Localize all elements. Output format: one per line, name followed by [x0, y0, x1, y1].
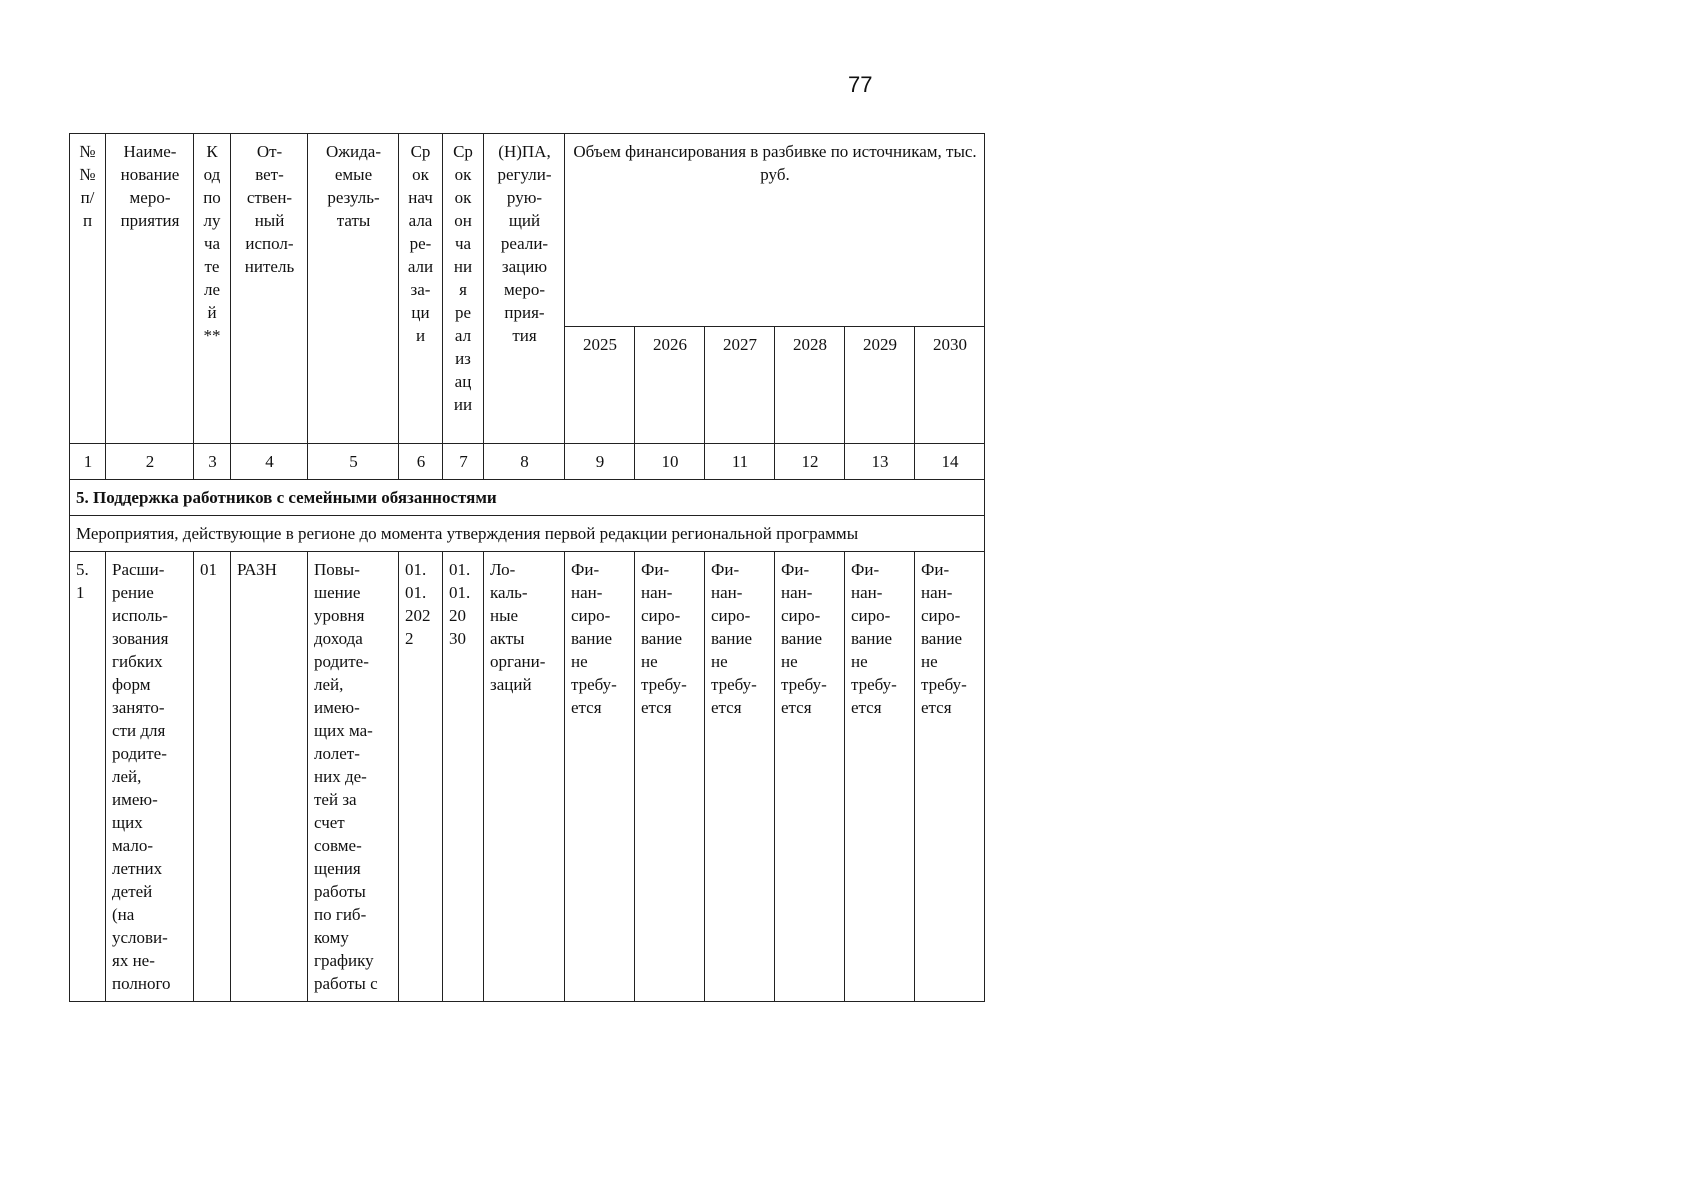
header-start-date: Ср ок нач ала ре- али за- ци и — [399, 134, 443, 444]
column-number: 7 — [443, 444, 484, 480]
header-row — [70, 134, 985, 327]
header-expected-results: Ожида- емые резуль- таты — [308, 134, 399, 444]
column-number: 9 — [565, 444, 635, 480]
header-year: 2026 — [635, 326, 705, 443]
row-funding-2030: Фи- нан- сиро- вание не требу- ется — [915, 552, 985, 1002]
column-number: 13 — [845, 444, 915, 480]
row-funding-2029: Фи- нан- сиро- вание не требу- ется — [845, 552, 915, 1002]
row-number: 5. 1 — [70, 552, 106, 1002]
subsection-row — [70, 516, 985, 552]
header-funding-volume: Объем финансирования в разбивке по источникам, тыс. руб. — [565, 134, 985, 327]
row-funding-2027: Фи- нан- сиро- вание не требу- ется — [705, 552, 775, 1002]
section-row — [70, 480, 985, 516]
column-number: 3 — [194, 444, 231, 480]
column-number: 5 — [308, 444, 399, 480]
header-year: 2028 — [775, 326, 845, 443]
column-number: 10 — [635, 444, 705, 480]
section-title: 5. Поддержка работников с семейными обязанностями — [70, 480, 985, 516]
table-row — [70, 552, 985, 1002]
header-regulatory-act: (Н)ПА, регули- рую- щий реали- зацию меро- прия- тия — [484, 134, 565, 444]
page-number: 77 — [848, 72, 873, 97]
row-recipient-code: 01 — [194, 552, 231, 1002]
header-year: 2030 — [915, 326, 985, 443]
row-regulatory-act: Ло- каль- ные акты органи- заций — [484, 552, 565, 1002]
column-numbers-row — [70, 444, 985, 480]
column-number: 14 — [915, 444, 985, 480]
program-table — [69, 133, 985, 1002]
header-recipient-code: К од по лу ча те ле й ** — [194, 134, 231, 444]
column-number: 11 — [705, 444, 775, 480]
column-number: 8 — [484, 444, 565, 480]
row-executor: РАЗН — [231, 552, 308, 1002]
header-end-date: Ср ок ок он ча ни я ре ал из ац ии — [443, 134, 484, 444]
row-event-name: Расши- рение исполь- зования гибких форм занято- сти для родите- лей, имею- щих мало- летних детей (на услови- ях не- полного — [106, 552, 194, 1002]
column-number: 6 — [399, 444, 443, 480]
header-year: 2027 — [705, 326, 775, 443]
row-funding-2026: Фи- нан- сиро- вание не требу- ется — [635, 552, 705, 1002]
row-start-date: 01. 01. 202 2 — [399, 552, 443, 1002]
header-year: 2025 — [565, 326, 635, 443]
row-end-date: 01. 01. 20 30 — [443, 552, 484, 1002]
row-funding-2028: Фи- нан- сиро- вание не требу- ется — [775, 552, 845, 1002]
column-number: 12 — [775, 444, 845, 480]
header-executor: От- вет- ствен- ный испол- нитель — [231, 134, 308, 444]
header-number: № № п/ п — [70, 134, 106, 444]
column-number: 2 — [106, 444, 194, 480]
header-year: 2029 — [845, 326, 915, 443]
header-event-name: Наиме- нование меро- приятия — [106, 134, 194, 444]
row-funding-2025: Фи- нан- сиро- вание не требу- ется — [565, 552, 635, 1002]
column-number: 1 — [70, 444, 106, 480]
column-number: 4 — [231, 444, 308, 480]
subsection-title: Мероприятия, действующие в регионе до момента утверждения первой редакции региональной программы — [70, 516, 985, 552]
row-expected-results: Повы- шение уровня дохода родите- лей, имею- щих ма- лолет- них де- тей за счет совме- щения работы по гиб- кому графику работы с — [308, 552, 399, 1002]
